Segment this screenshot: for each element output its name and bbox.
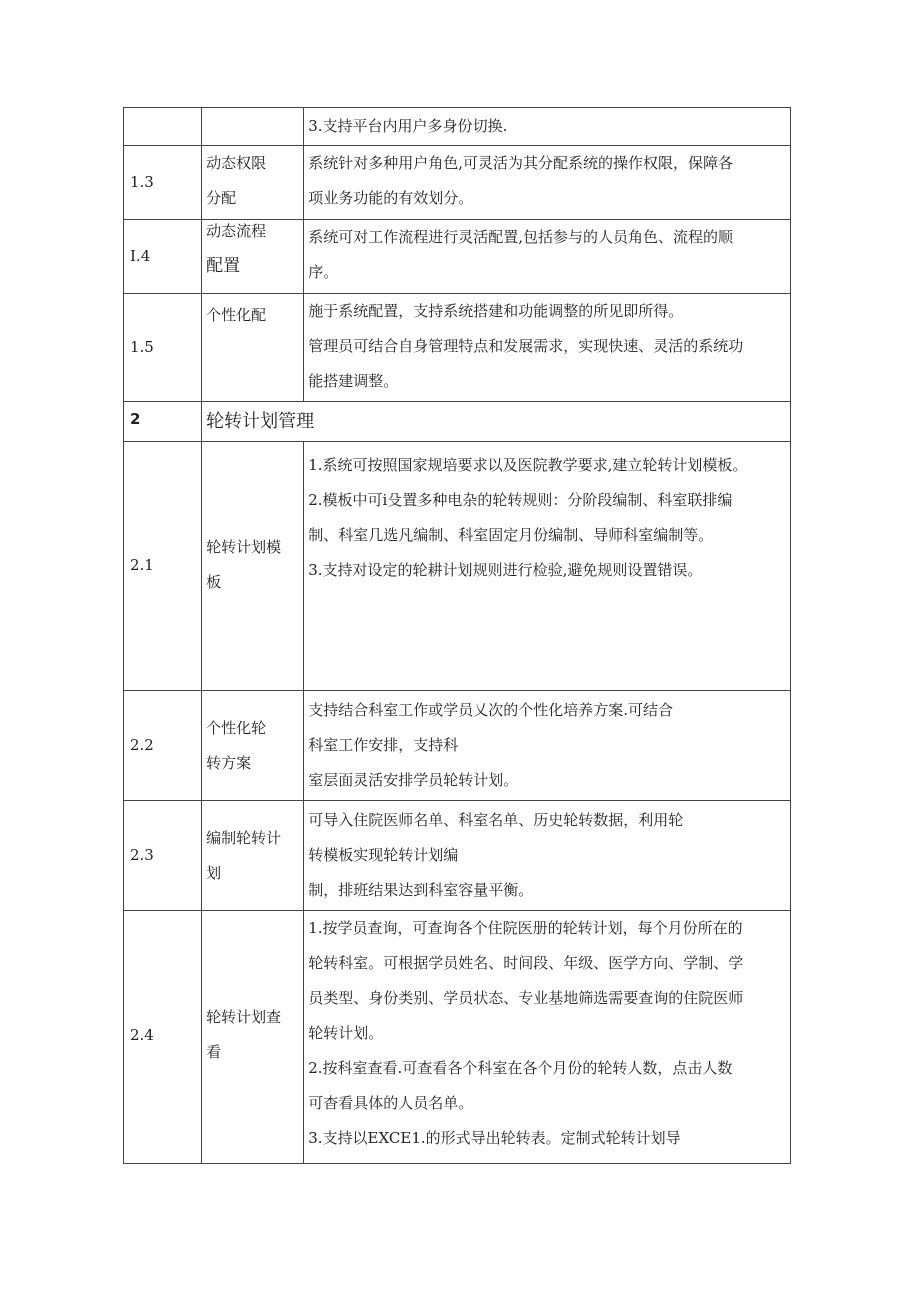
item-description-cell [304, 220, 791, 294]
item-name-cell [202, 108, 304, 146]
table-row [124, 442, 791, 691]
item-number-cell [124, 294, 202, 402]
description-line: 3.支持平台内用户多身份切换. [308, 117, 508, 135]
item-number-cell [124, 108, 202, 146]
description-line: 轮转计划。 [308, 1024, 384, 1042]
section-number: 2 [130, 410, 141, 428]
item-number: I.4 [130, 247, 151, 265]
item-number-cell [124, 220, 202, 294]
section-title: 轮转计划管理 [206, 411, 315, 432]
item-name-cell [202, 220, 304, 294]
table-row [124, 146, 791, 220]
description-line: 施于系统配置，支持系统搭建和功能调整的所见即所得。 [308, 302, 684, 320]
item-name-line: 划 [206, 864, 222, 882]
item-name-line: 编制轮转计 [206, 829, 282, 847]
item-name-cell [202, 146, 304, 220]
section-title-cell [202, 402, 791, 442]
description-line: 1.按学员查询，可查询各个住院医册的轮转计划，每个月份所在的 [308, 919, 743, 937]
item-description-cell [304, 691, 791, 801]
item-number-cell [124, 911, 202, 1164]
description-line: 制，排班结果达到科室容量平衡。 [308, 881, 534, 899]
item-description-cell [304, 442, 791, 691]
description-line: 能搭建调整。 [308, 372, 399, 390]
item-name-line: 轮转计划查 [206, 1008, 282, 1026]
table-row [124, 801, 791, 911]
description-line: 员类型、身份类别、学员状态、专业基地筛选需要查询的住院医师 [308, 989, 744, 1007]
item-number: 2.3 [130, 846, 154, 864]
item-name-line: 个性化配 [206, 306, 267, 324]
description-line: 1.系统可按照国家规培要求以及医院教学要求,建立轮转计划模板。 [308, 456, 748, 474]
description-line: 科室工作安排，支持科 [308, 736, 459, 754]
table-row [124, 691, 791, 801]
description-line: 转模板实现轮转计划编 [308, 846, 459, 864]
description-line: 2.模板中可i殳置多种电杂的轮转规则：分阶段编制、科室联排编 [308, 491, 733, 509]
item-name-line: 转方案 [206, 754, 252, 772]
item-name-line: 配置 [206, 256, 241, 276]
description-line: 室层面灵活安排学员轮转计划。 [308, 771, 519, 789]
item-number: 1.5 [130, 338, 154, 356]
item-number-cell [124, 691, 202, 801]
item-number: 1.3 [130, 173, 154, 191]
item-description-cell [304, 108, 791, 146]
item-name-cell [202, 911, 304, 1164]
item-name-line: 分配 [206, 189, 237, 207]
item-name-line: 轮转计划模 [206, 538, 282, 556]
item-name-cell [202, 801, 304, 911]
item-name-line: 个性化轮 [206, 719, 267, 737]
table-row [124, 220, 791, 294]
item-number-cell [124, 442, 202, 691]
description-line: 可杳看具体的人员名单。 [308, 1094, 474, 1112]
item-description-cell [304, 146, 791, 220]
item-number-cell [124, 146, 202, 220]
item-description-cell [304, 801, 791, 911]
item-name-cell [202, 294, 304, 402]
item-name-line: 动态流程 [206, 222, 267, 240]
requirements-table [123, 107, 791, 1164]
description-line: 项业务功能的有效划分。 [308, 189, 474, 207]
item-name-line: 板 [206, 573, 222, 591]
item-name-line: 动态权限 [206, 154, 267, 172]
item-number: 2.2 [130, 736, 154, 754]
section-row [124, 402, 791, 442]
item-name-cell [202, 691, 304, 801]
table-row [124, 294, 791, 402]
item-number: 2.4 [130, 1026, 154, 1044]
section-number-cell [124, 402, 202, 442]
item-number-cell [124, 801, 202, 911]
description-line: 系统针对多种用户角色,可灵活为其分配系统的操作权限，保障各 [308, 154, 734, 172]
description-line: 3.支持对设定的轮耕计划规则进行检验,避免规则设置错误。 [308, 561, 703, 579]
description-line: 制、科室几选凡编制、科室固定月份编制、导师科室编制等。 [308, 526, 714, 544]
description-line: 轮转科室。可根据学员姓名、时间段、年级、医学方向、学制、学 [308, 954, 744, 972]
description-line: 管理员可结合自身管理特点和发展需求，实现快速、灵活的系统功 [308, 337, 744, 355]
description-line: 2.按科室查看.可查看各个科室在各个月份的轮转人数，点击人数 [308, 1059, 733, 1077]
description-line: 系统可对工作流程进行灵活配置,包括参与的人员角色、流程的顺 [308, 228, 734, 246]
item-description-cell [304, 911, 791, 1164]
description-line: 3.支持以EXCE1.的形式导出轮转表。定制式轮转计划导 [308, 1129, 681, 1147]
item-description-cell [304, 294, 791, 402]
item-number: 2.1 [130, 556, 154, 574]
item-name-cell [202, 442, 304, 691]
table-row [124, 911, 791, 1164]
description-line: 可导入住院医师名单、科室名单、历史轮转数据，利用轮 [308, 811, 684, 829]
description-line: 序。 [308, 263, 339, 281]
item-name-line: 看 [206, 1043, 222, 1061]
description-line: 支持结合科室工作或学员乂次的个性化培养方案.可结合 [308, 701, 674, 719]
table-row [124, 108, 791, 146]
